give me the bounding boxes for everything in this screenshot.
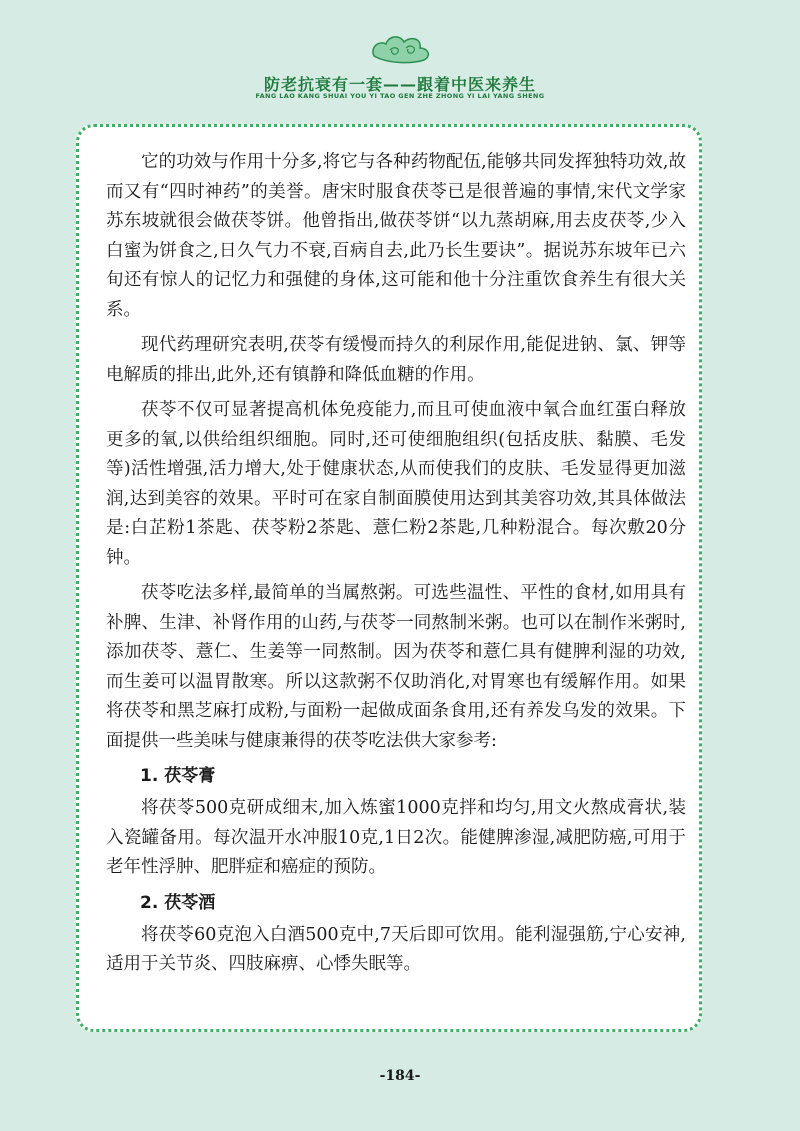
paragraph: 茯苓不仅可显著提高机体免疫能力,而且可使血液中氧合血红蛋白释放更多的氧,以供给组织细胞。同时,还可使细胞组织(包括皮肤、黏膜、毛发等)活性增强,活力增大,处于健康状态,从而使我们的皮肤、毛发显得更加滋润,达到美容的效果。平时可在家自制面膜使用达到其美容功效,其具体做法是:白芷粉1茶匙、茯苓粉2茶匙、薏仁粉2茶匙,几种粉混合。每次敷20分钟。 xyxy=(106,400,686,568)
section-heading: 2. 茯苓酒 xyxy=(140,892,216,913)
paragraph: 现代药理研究表明,茯苓有缓慢而持久的利尿作用,能促进钠、氯、钾等电解质的排出,此外,还有镇静和降低血糖的作用。 xyxy=(106,335,686,385)
section-heading: 1. 茯苓膏 xyxy=(140,766,216,786)
page-number: -184- xyxy=(379,1068,421,1084)
paragraph: 将茯苓60克泡入白酒500克中,7天后即可饮用。能利湿强筋,宁心安神,适用于关节炎、四肢麻痹、心悸失眠等。 xyxy=(106,924,686,974)
page-header xyxy=(0,0,800,110)
page-body xyxy=(106,148,686,986)
book-title-pinyin: FANG LAO KANG SHUAI YOU YI TAO GEN ZHE ZHONG YI LAI YANG SHENG xyxy=(255,92,545,100)
book-title: 防老抗衰有一套——跟着中医来养生 xyxy=(263,75,536,94)
paragraph: 将茯苓500克研成细末,加入炼蜜1000克拌和均匀,用文火熬成膏状,装入瓷罐备用。每次温开水冲服10克,1日2次。能健脾渗湿,减肥防癌,可用于老年性浮肿、肥胖症和癌症的预防。 xyxy=(106,798,686,877)
paragraph: 茯苓吃法多样,最简单的当属熬粥。可选些温性、平性的食材,如用具有补脾、生津、补肾作用的山药,与茯苓一同熬制米粥。也可以在制作米粥时,添加茯苓、薏仁、生姜等一同熬制。因为茯苓和薏仁具有健脾利湿的功效,而生姜可以温胃散寒。所以这款粥不仅助消化,对胃寒也有缓解作用。如果将茯苓和黑芝麻打成粉,与面粉一起做成面条食用,还有养发乌发的效果。下面提供一些美味与健康兼得的茯苓吃法供大家参考: xyxy=(106,583,686,751)
cloud-logo-icon xyxy=(368,30,434,66)
paragraph: 它的功效与作用十分多,将它与各种药物配伍,能够共同发挥独特功效,故而又有“四时神药”的美誉。唐宋时服食茯苓已是很普遍的事情,宋代文学家苏东坡就很会做茯苓饼。他曾指出,做茯苓饼“以九蒸胡麻,用去皮茯苓,少入白蜜为饼食之,日久气力不衰,百病自去,此乃长生要诀”。据说苏东坡年已六旬还有惊人的记忆力和强健的身体,这可能和他十分注重饮食养生有很大关系。 xyxy=(106,152,686,320)
